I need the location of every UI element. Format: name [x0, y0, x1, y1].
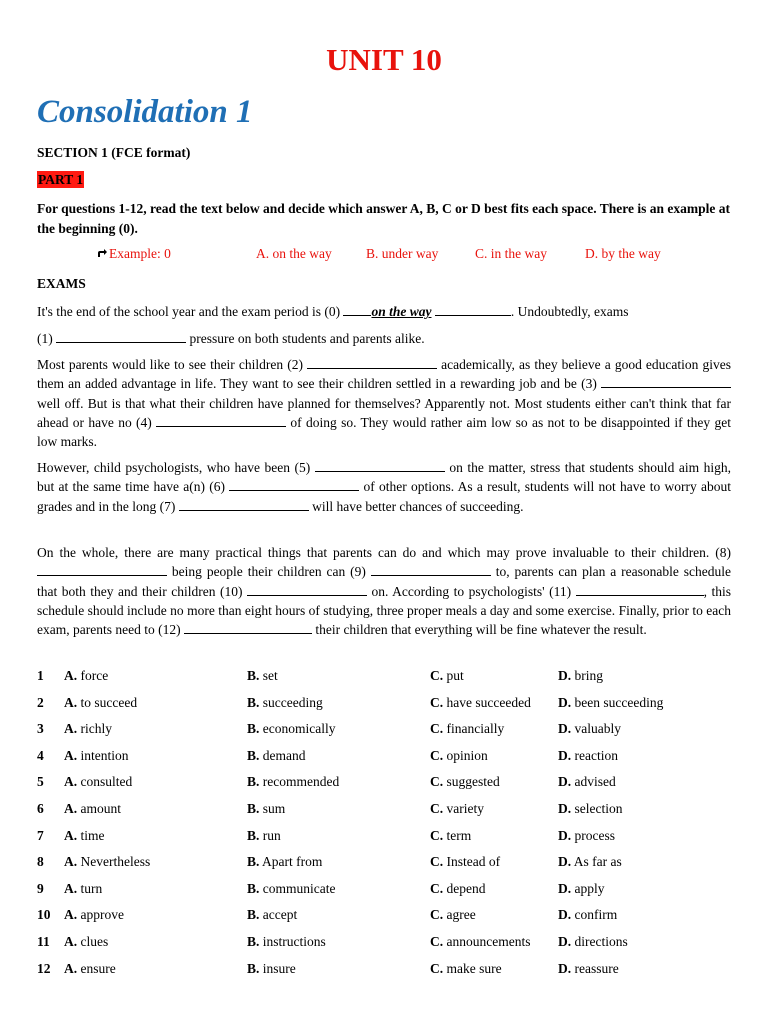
- paragraph-text: of doing so. They would rather aim low so as not to be disappointed if they get low marks.: [37, 414, 731, 450]
- question-number: 2: [37, 694, 44, 710]
- option-a[interactable]: [64, 773, 132, 791]
- option-letter: B.: [247, 934, 260, 949]
- option-letter: A.: [64, 960, 78, 976]
- option-d[interactable]: [558, 667, 603, 685]
- option-text: to succeed: [80, 694, 138, 710]
- gap-8[interactable]: [37, 563, 167, 576]
- option-c[interactable]: [430, 853, 500, 871]
- option-text: richly: [80, 721, 112, 737]
- paragraph-text: well off. But is that what their children have planned for themselves? Apparently not. Most students either can't think that far ahead or have no (4): [37, 395, 731, 430]
- option-letter: A.: [64, 801, 78, 816]
- option-text: communicate: [262, 880, 336, 896]
- question-number: 12: [37, 960, 51, 976]
- paragraph-text: However, child psychologists, who have been (5): [37, 460, 315, 475]
- option-d[interactable]: [558, 853, 622, 871]
- option-text: sum: [262, 801, 286, 816]
- option-c[interactable]: [430, 800, 484, 818]
- option-text: succeeding: [262, 694, 323, 710]
- option-text: time: [80, 827, 105, 843]
- gap-9[interactable]: [371, 563, 491, 576]
- option-b[interactable]: [247, 773, 339, 791]
- option-a[interactable]: [64, 906, 124, 924]
- paragraph-1: [37, 302, 731, 321]
- option-a[interactable]: [64, 667, 108, 685]
- option-b[interactable]: [247, 960, 296, 978]
- question-row: [37, 880, 731, 902]
- question-row: [37, 720, 731, 742]
- option-text: Nevertheless: [80, 854, 151, 870]
- option-text: process: [574, 827, 615, 843]
- option-text: reassure: [574, 960, 619, 976]
- option-text: directions: [574, 934, 628, 949]
- option-c[interactable]: [430, 906, 476, 924]
- option-letter: A.: [64, 668, 78, 683]
- option-letter: D.: [558, 907, 572, 923]
- option-letter: B.: [247, 827, 260, 843]
- question-row: [37, 853, 731, 875]
- option-letter: C.: [430, 747, 444, 763]
- option-b[interactable]: [247, 827, 281, 845]
- question-number: 1: [37, 668, 44, 683]
- gap-10[interactable]: [247, 583, 367, 596]
- paragraph-text: on. According to psychologists' (11): [367, 583, 576, 599]
- question-row: [37, 960, 731, 982]
- option-letter: A.: [64, 827, 78, 843]
- option-letter: C.: [430, 880, 444, 896]
- option-a[interactable]: [64, 694, 137, 712]
- option-text: set: [262, 668, 278, 683]
- option-text: turn: [80, 880, 103, 896]
- option-letter: B.: [247, 721, 260, 737]
- example-option-d: D. by the way: [585, 246, 661, 261]
- example-answer: on the way: [371, 304, 432, 319]
- paragraph-text: On the whole, there are many practical things that parents can do and which may prove invaluable to their children. (8): [37, 545, 731, 560]
- section-heading: SECTION 1 (FCE format): [37, 145, 191, 160]
- option-letter: D.: [558, 880, 572, 896]
- option-letter: D.: [558, 960, 572, 976]
- option-letter: D.: [558, 747, 572, 763]
- example-option-c: C. in the way: [475, 246, 547, 261]
- option-c[interactable]: [430, 747, 488, 765]
- paragraph-text: of other options. As a result, students will not have to worry about grades and in the long (7): [37, 479, 731, 514]
- option-b[interactable]: [247, 853, 322, 871]
- option-text: depend: [446, 880, 486, 896]
- page-subtitle: Consolidation 1: [37, 94, 253, 130]
- option-text: Apart from: [262, 854, 323, 870]
- question-row: [37, 827, 731, 849]
- option-letter: D.: [558, 694, 572, 710]
- gap-blank: [343, 303, 371, 316]
- unit-title: UNIT 10: [326, 42, 442, 77]
- option-c[interactable]: [430, 773, 500, 791]
- option-letter: D.: [558, 934, 572, 949]
- question-row: [37, 667, 731, 689]
- option-d[interactable]: [558, 880, 605, 898]
- question-number: 10: [37, 907, 51, 923]
- gap-4[interactable]: [156, 414, 286, 427]
- option-text: consulted: [80, 774, 133, 790]
- option-text: insure: [262, 960, 296, 976]
- option-letter: D.: [558, 774, 572, 790]
- question-row: [37, 800, 731, 822]
- option-b[interactable]: [247, 667, 278, 685]
- option-text: suggested: [446, 774, 500, 790]
- option-letter: B.: [247, 880, 260, 896]
- gap-2[interactable]: [307, 356, 437, 369]
- option-letter: B.: [247, 801, 260, 816]
- option-letter: A.: [64, 774, 78, 790]
- option-c[interactable]: [430, 667, 464, 685]
- option-text: economically: [262, 721, 336, 737]
- option-b[interactable]: [247, 800, 285, 818]
- option-letter: A.: [64, 694, 78, 710]
- option-d[interactable]: [558, 800, 622, 818]
- option-text: Instead of: [446, 854, 501, 870]
- option-a[interactable]: [64, 933, 108, 951]
- option-letter: B.: [247, 747, 260, 763]
- question-number: 7: [37, 827, 44, 843]
- option-letter: C.: [430, 854, 444, 870]
- option-d[interactable]: [558, 960, 619, 978]
- option-text: bring: [574, 668, 603, 683]
- option-letter: D.: [558, 721, 572, 737]
- question-number: 8: [37, 854, 44, 870]
- option-letter: B.: [247, 774, 260, 790]
- option-c[interactable]: [430, 960, 502, 978]
- option-text: advised: [574, 774, 616, 790]
- option-letter: C.: [430, 694, 444, 710]
- option-b[interactable]: [247, 906, 297, 924]
- option-d[interactable]: [558, 747, 618, 765]
- example-option-b: B. under way: [366, 246, 439, 261]
- option-letter: C.: [430, 934, 444, 949]
- option-letter: C.: [430, 801, 444, 816]
- question-row: [37, 933, 731, 955]
- option-text: approve: [80, 907, 124, 923]
- gap-12[interactable]: [184, 621, 312, 634]
- option-text: accept: [262, 907, 298, 923]
- option-letter: B.: [247, 668, 260, 683]
- option-letter: A.: [64, 934, 78, 949]
- option-text: term: [446, 827, 472, 843]
- option-text: make sure: [446, 960, 502, 976]
- question-number: 11: [37, 934, 50, 949]
- option-letter: B.: [247, 907, 260, 923]
- example-label-wrap: [97, 245, 171, 263]
- option-text: amount: [80, 801, 121, 816]
- paragraph-text: will have better chances of succeeding.: [308, 498, 524, 514]
- option-a[interactable]: [64, 720, 112, 738]
- option-d[interactable]: [558, 773, 616, 791]
- option-letter: D.: [558, 668, 572, 683]
- question-number: 5: [37, 774, 44, 790]
- option-letter: C.: [430, 827, 444, 843]
- option-a[interactable]: [64, 800, 121, 818]
- part-heading: [37, 171, 84, 188]
- paragraph-3: [37, 355, 731, 451]
- option-text: reaction: [574, 747, 618, 763]
- option-text: As far as: [573, 854, 622, 870]
- question-row: [37, 747, 731, 769]
- option-c[interactable]: [430, 880, 485, 898]
- question-row: [37, 906, 731, 928]
- option-letter: A.: [64, 854, 78, 870]
- option-letter: A.: [64, 907, 78, 923]
- option-d[interactable]: [558, 720, 621, 738]
- option-letter: D.: [558, 827, 572, 843]
- option-letter: C.: [430, 907, 444, 923]
- paragraph-text: (1): [37, 331, 57, 346]
- gap-5[interactable]: [315, 459, 445, 472]
- option-text: variety: [446, 801, 484, 816]
- option-d[interactable]: [558, 933, 628, 951]
- option-letter: B.: [247, 960, 260, 976]
- paragraph-text: pressure on both students and parents alike.: [186, 331, 425, 346]
- option-a[interactable]: [64, 853, 150, 871]
- instructions: For questions 1-12, read the text below and decide which answer A, B, C or D best fits each space. There is an example at the beginning (0).: [37, 201, 730, 236]
- example-label: Example: 0: [109, 246, 171, 261]
- option-text: run: [262, 827, 281, 843]
- option-letter: D.: [558, 854, 572, 870]
- option-c[interactable]: [430, 694, 531, 712]
- option-d[interactable]: [558, 827, 615, 845]
- option-letter: C.: [430, 668, 444, 683]
- question-row: [37, 773, 731, 795]
- option-text: opinion: [446, 747, 488, 763]
- option-text: put: [446, 668, 464, 683]
- option-a[interactable]: [64, 827, 105, 845]
- option-letter: A.: [64, 721, 78, 737]
- part-label: PART 1: [38, 172, 84, 187]
- paragraph-2: [37, 329, 731, 348]
- option-c[interactable]: [430, 827, 471, 845]
- question-row: [37, 694, 731, 716]
- option-b[interactable]: [247, 720, 336, 738]
- paragraph-text: , this schedule should include no more than eight hours of studying, three proper meals a day and some exercise. Finally, prior to each exam, parents need to (12): [37, 583, 731, 638]
- option-text: demand: [262, 747, 306, 763]
- paragraph-text: academically, as they believe a good education gives them an added advantage in life. They want to see their children settled in a rewarding job and be (3): [37, 357, 731, 392]
- paragraph-text: It's the end of the school year and the exam period is (0): [37, 304, 344, 319]
- paragraph-4: [37, 458, 731, 516]
- option-a[interactable]: [64, 747, 129, 765]
- paragraph-text: . Undoubtedly, exams: [510, 304, 629, 319]
- option-text: valuably: [574, 721, 621, 737]
- option-text: instructions: [262, 934, 326, 949]
- option-letter: B.: [247, 854, 260, 870]
- option-text: intention: [80, 747, 129, 763]
- option-b[interactable]: [247, 933, 326, 951]
- option-text: been succeeding: [574, 694, 664, 710]
- option-c[interactable]: [430, 720, 504, 738]
- option-text: have succeeded: [446, 694, 531, 710]
- option-text: ensure: [80, 960, 116, 976]
- gap-11[interactable]: [576, 583, 704, 596]
- option-letter: A.: [64, 880, 78, 896]
- paragraph-5: [37, 543, 731, 639]
- option-text: selection: [574, 801, 623, 816]
- paragraph-text: to, parents can plan a reasonable schedule that both they and their children (10): [37, 564, 731, 599]
- option-text: apply: [574, 880, 605, 896]
- paragraph-text: Most parents would like to see their children (2): [37, 357, 308, 372]
- gap-6[interactable]: [229, 478, 359, 491]
- gap-1[interactable]: [56, 330, 186, 343]
- option-letter: D.: [558, 801, 572, 816]
- option-text: clues: [80, 934, 109, 949]
- option-a[interactable]: [64, 960, 116, 978]
- paragraph-text: on the matter, stress that students should aim high, but at the same time have a(n) (6): [37, 460, 731, 495]
- paragraph-text: their children that everything will be fine whatever the result.: [311, 622, 647, 638]
- gap-3[interactable]: [601, 375, 731, 388]
- option-b[interactable]: [247, 747, 306, 765]
- question-number: 4: [37, 747, 44, 763]
- option-text: force: [80, 668, 109, 683]
- arrow-icon: [97, 248, 107, 258]
- option-letter: B.: [247, 694, 260, 710]
- option-text: agree: [446, 907, 476, 923]
- option-b[interactable]: [247, 694, 323, 712]
- option-d[interactable]: [558, 694, 663, 712]
- option-text: confirm: [574, 907, 618, 923]
- option-text: announcements: [446, 934, 531, 949]
- option-d[interactable]: [558, 906, 617, 924]
- paragraph-text: being people their children can (9): [167, 564, 371, 580]
- gap-blank: [435, 303, 511, 316]
- option-b[interactable]: [247, 880, 336, 898]
- option-c[interactable]: [430, 933, 530, 951]
- option-text: recommended: [262, 774, 340, 790]
- text-title: EXAMS: [37, 276, 86, 291]
- gap-7[interactable]: [179, 498, 309, 511]
- option-a[interactable]: [64, 880, 102, 898]
- option-text: financially: [446, 721, 505, 737]
- example-option-a: A. on the way: [256, 246, 332, 261]
- question-number: 9: [37, 880, 44, 896]
- option-letter: C.: [430, 721, 444, 737]
- question-number: 6: [37, 801, 44, 816]
- question-number: 3: [37, 721, 44, 737]
- option-letter: C.: [430, 774, 444, 790]
- option-letter: A.: [64, 747, 78, 763]
- option-letter: C.: [430, 960, 444, 976]
